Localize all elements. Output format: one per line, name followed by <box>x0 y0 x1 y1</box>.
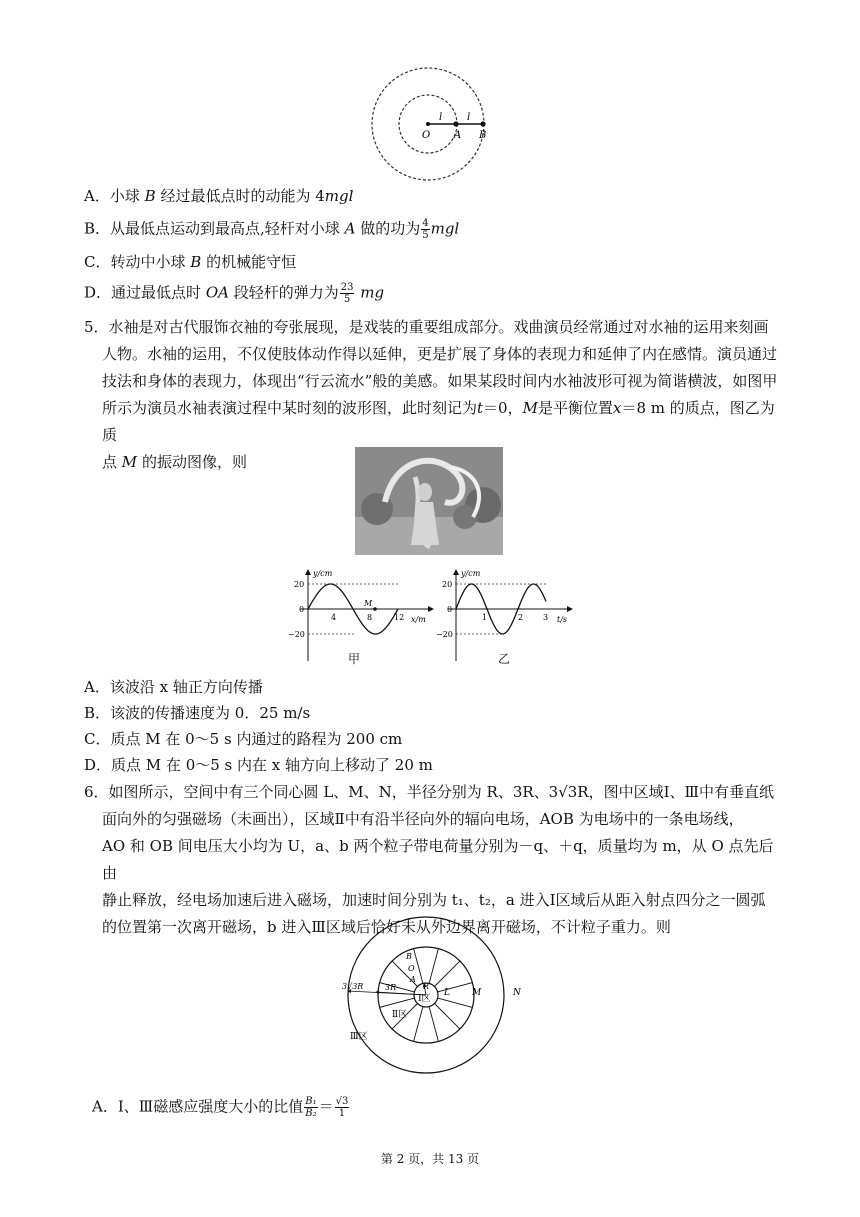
q4-option-b-fraction <box>421 218 429 241</box>
jia-ylabel: y/cm <box>313 569 333 578</box>
q4-option-d-unit: mg <box>360 283 385 302</box>
wave-graph-jia <box>288 566 438 666</box>
fraction-numerator: B₁ <box>305 1096 317 1107</box>
jia-ytick-20: 20 <box>294 580 305 589</box>
q4-option-d-fraction <box>340 282 355 305</box>
q5-stem-line <box>84 395 784 449</box>
fig-region-3: Ⅲ区 <box>350 1032 368 1042</box>
fig-label-33R: 3√3R <box>342 982 364 991</box>
label-l2: l <box>467 112 471 123</box>
fraction-numerator: 4 <box>422 218 429 229</box>
fraction-denominator: 5 <box>422 230 429 241</box>
q4-option-a-unit: mgl <box>324 187 354 205</box>
caption-jia: 甲 <box>348 652 361 666</box>
jia-xtick-4: 4 <box>331 613 337 622</box>
radial-field-line <box>435 961 460 986</box>
q6-stem-line: 的位置第一次离开磁场，b 进入Ⅲ区域后恰好未从外边界离开磁场，不计粒子重力。则 <box>102 918 671 936</box>
q6-option-a <box>92 1096 350 1119</box>
q5-var: t <box>477 399 484 417</box>
fig-label-N: N <box>513 988 521 998</box>
q4-option-d-var: OA <box>205 283 229 302</box>
yi-xtick-3: 3 <box>543 613 549 622</box>
radial-field-line <box>438 998 473 1007</box>
q4-option-b-prefix: B．从最低点运动到最高点,轻杆对小球 <box>84 219 340 238</box>
page-footer: 第 2 页，共 13 页 <box>380 1152 480 1166</box>
fraction-denominator: 5 <box>343 294 351 305</box>
q5-option-d: D．质点 M 在 0～5 s 内在 x 轴方向上移动了 20 m <box>84 756 433 774</box>
q6-option-a-value <box>335 1096 350 1119</box>
q5-option-a: A．该波沿 x 轴正方向传播 <box>84 678 263 696</box>
q5-text: ＝8 m 的质点，图乙为质 <box>102 399 775 444</box>
jia-label-M: M <box>364 599 373 608</box>
q5-var: M <box>121 453 138 471</box>
q4-option-c-var: B <box>190 253 202 271</box>
concentric-circles-figure <box>332 915 532 1075</box>
yi-ytick-neg20: −20 <box>436 630 453 639</box>
q4-option-a <box>84 186 353 206</box>
q4-option-d-prefix: D．通过最低点时 <box>84 283 202 302</box>
yi-xtick-1: 1 <box>482 613 488 622</box>
radial-field-line <box>438 983 473 992</box>
rotating-rod-figure <box>370 62 500 186</box>
q5-text: 的振动图像，则 <box>141 453 247 471</box>
fig-region-2: Ⅱ区 <box>392 1010 408 1020</box>
q4-option-d-text: 段轻杆的弹力为 <box>233 283 339 302</box>
q4-option-b-text: 做的功为 <box>360 219 421 238</box>
jia-ytick-neg20: −20 <box>288 630 305 639</box>
equals-sign: ＝ <box>318 1097 334 1116</box>
q6-option-a-ratio <box>304 1096 317 1119</box>
q6-stem-line: 6．如图所示，空间中有三个同心圆 L、M、N，半径分别为 R、3R、3√3R，图中区域Ⅰ、Ⅲ中有垂直纸 <box>84 783 774 801</box>
label-B: B <box>479 130 487 141</box>
fraction-denominator: B₂ <box>305 1108 317 1119</box>
radial-field-line <box>435 1004 460 1029</box>
yi-xlabel: t/s <box>557 615 568 624</box>
fraction-numerator: √3 <box>335 1096 349 1107</box>
jia-xtick-8: 8 <box>367 613 373 622</box>
yi-xtick-2: 2 <box>518 613 524 622</box>
water-sleeve-photo <box>355 447 503 555</box>
q4-option-b-var: A <box>344 219 356 238</box>
q5-stem-line: 技法和身体的表现力，体现出“行云流水”般的美感。如果某段时间内水袖波形可视为简谐横波，如图甲 <box>102 372 778 390</box>
label-O: O <box>422 130 431 141</box>
yi-ytick-20: 20 <box>442 580 453 589</box>
jia-xlabel: x/m <box>411 615 426 624</box>
radial-field-line <box>414 1007 423 1042</box>
fig-label-3R: 3R <box>385 983 397 992</box>
radial-field-line <box>380 998 415 1007</box>
q6-option-a-prefix: A．Ⅰ、Ⅲ磁感应强度大小的比值 <box>92 1097 304 1116</box>
q6-stem-line: 面向外的匀强磁场（未画出），区域Ⅱ中有沿半径向外的辐向电场，AOB 为电场中的一条电场线， <box>102 810 744 828</box>
q4-option-b-unit: mgl <box>430 219 460 238</box>
q4-option-c-prefix: C．转动中小球 <box>84 253 186 271</box>
q5-option-b: B．该波的传播速度为 0．25 m/s <box>84 704 311 722</box>
q4-option-d <box>84 282 384 305</box>
q5-var: M <box>522 399 538 417</box>
fig-label-A: A <box>410 975 416 984</box>
q4-option-a-prefix: A．小球 <box>84 187 140 205</box>
fraction-denominator: 1 <box>338 1108 346 1119</box>
q4-option-c <box>84 252 296 272</box>
fraction-numerator: 23 <box>340 282 354 293</box>
q4-option-c-text: 的机械能守恒 <box>206 253 297 271</box>
yi-ylabel: y/cm <box>461 569 481 578</box>
fig-label-B: B <box>406 952 412 961</box>
fig-label-M: M <box>472 988 482 998</box>
fig-label-L: L <box>444 988 450 998</box>
q5-text: ＝0， <box>483 399 523 417</box>
q6-stem-line: AO 和 OB 间电压大小均为 U，a、b 两个粒子带电荷量分别为－q、＋q，质量均为 m，从 O 点先后由 <box>102 837 774 882</box>
jia-xtick-12: 12 <box>394 613 405 622</box>
label-l1: l <box>439 112 443 123</box>
q5-text: 点 <box>102 453 118 471</box>
q4-option-b <box>84 218 459 241</box>
jia-ytick-0: 0 <box>299 605 305 614</box>
q4-option-a-text: 经过最低点时的动能为 4 <box>160 187 325 205</box>
q6-stem-line: 静止释放，经电场加速后进入磁场，加速时间分别为 t₁、t₂，a 进入Ⅰ区域后从距入射点四分之一圆弧 <box>102 891 766 909</box>
radial-field-line <box>429 1007 438 1042</box>
fig-region-1: Ⅰ区 <box>418 994 431 1004</box>
q5-option-c: C．质点 M 在 0～5 s 内通过的路程为 200 cm <box>84 730 403 748</box>
fig-label-O: O <box>408 964 415 973</box>
q4-option-a-var: B <box>144 187 156 205</box>
q5-stem-line: 人物。水袖的运用，不仅使肢体动作得以延伸，更是扩展了身体的表现力和延伸了内在感情。演员通过 <box>102 345 778 363</box>
label-A: A <box>454 130 462 141</box>
q5-text: 所示为演员水袖表演过程中某时刻的波形图，此时刻记为 <box>102 399 478 417</box>
radial-field-line <box>429 949 438 984</box>
q5-var: x <box>612 399 622 417</box>
caption-yi: 乙 <box>498 652 511 666</box>
yi-ytick-0: 0 <box>447 605 453 614</box>
fig-label-R: R <box>423 982 430 991</box>
q5-text: 是平衡位置 <box>537 399 613 417</box>
q5-stem-line: 5．水袖是对古代服饰衣袖的夸张展现，是戏装的重要组成部分。戏曲演员经常通过对水袖的运用来刻画 <box>84 318 769 336</box>
